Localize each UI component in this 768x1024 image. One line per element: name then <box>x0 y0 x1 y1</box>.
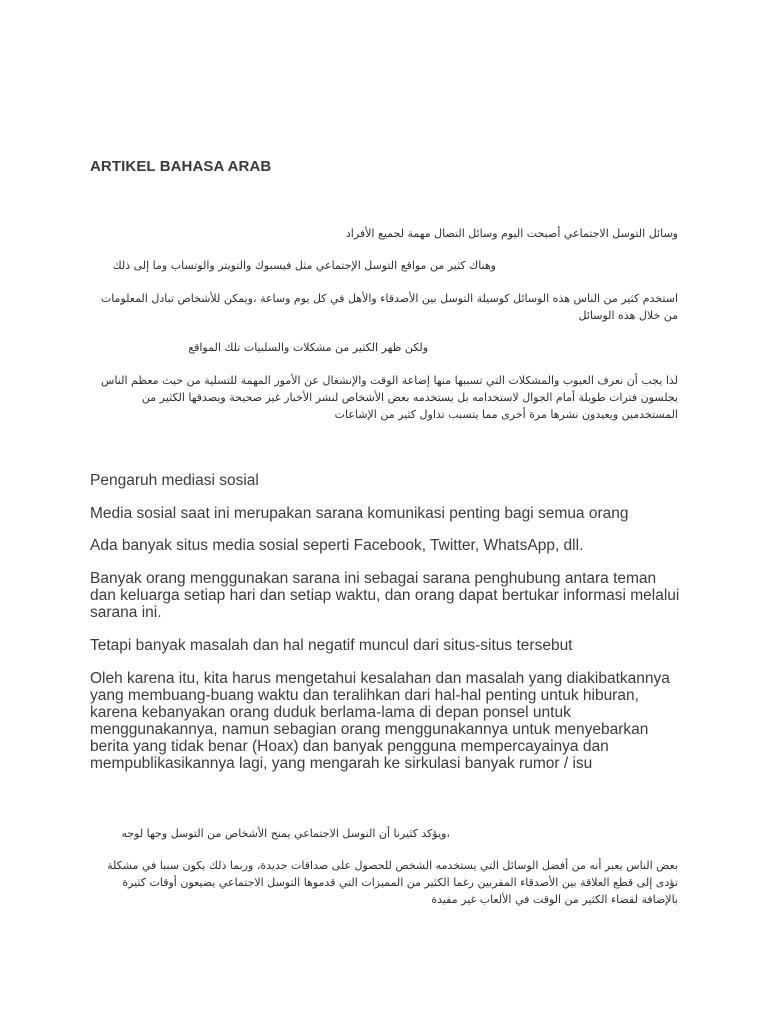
indonesian-paragraph-5: Oleh karena itu, kita harus mengetahui kesalahan dan masalah yang diakibatkannya yang membuang-buang waktu dan teralihkan dari hal-hal penting untuk hiburan, karena kebanyakan orang duduk berlama-lama di depan ponsel untuk menggunakannya, namun sebagian orang menggunakannya untuk menyebarkan berita yang tidak benar (Hoax) dan banyak pengguna mempercayainya dan mempublikasikannya lagi, yang mengarah ke sirkulasi banyak rumor / isu <box>90 670 670 772</box>
arabic-paragraph-4: ولكن ظهر الكثير من مشكلات والسلبيات تلك المواقع <box>188 341 428 354</box>
arabic-paragraph-5: لذا يجب أن نعرف العيوب والمشكلات التي تسببها منها إضاعة الوقت والإنشغال عن الأمور المهمة للتسلية من حيث معظم الناس يجلسون فترات طويلة أمام الجوال لاستخدامه بل يستخدمه بعض الأشخاص لنشر الأخبار غير صحيحة ويصدقها الكثير من المستخدمين ويعيدون نشرها مرة أخرى مما يتسبب تداول كثير من الإشاعات <box>101 374 678 421</box>
arabic-paragraph-3: استخدم كثير من الناس هذه الوسائل كوسيلة التوسل بين الأصدقاء والأهل في كل يوم وساعة ،ويمكن للأشخاص تبادل المعلومات من خلال هذه الوسائل <box>100 292 678 322</box>
arabic-paragraph-6: ،ويؤكد كثيرنا أن التوسل الاجتماعي يمنح الأشخاص من التوسل وجها لوجه <box>121 827 450 840</box>
indonesian-paragraph-2: Ada banyak situs media sosial seperti Facebook, Twitter, WhatsApp, dll. <box>90 537 584 554</box>
arabic-paragraph-7: بعض الناس يعبر أنه من أفضل الوسائل التي يستخدمه الشخص للحصول على صداقات جديدة، وربما ذلك يكون سببا في مشكلة تؤدى إلى قطع العلاقة بين الأصدقاء المقربين رغما الكثير من المميزات التي قدموها التوسل الاجتماعي يضيعون أوقات كثيرة بالإضافة لقضاء الكثير من الوقت في الألعاب غير مفيدة <box>107 859 678 906</box>
section-heading: Pengaruh mediasi sosial <box>90 472 259 489</box>
document-title: ARTIKEL BAHASA ARAB <box>90 158 272 175</box>
indonesian-paragraph-4: Tetapi banyak masalah dan hal negatif muncul dari situs-situs tersebut <box>90 637 573 654</box>
arabic-paragraph-2: وهناك كثير من مواقع التوسل الإجتماعي مثل فيسبوك والتويتر والوتساب وما إلى ذلك <box>112 259 496 272</box>
indonesian-paragraph-3: Banyak orang menggunakan sarana ini sebagai sarana penghubung antara teman dan keluarga setiap hari dan setiap waktu, dan orang dapat bertukar informasi melalui sarana ini. <box>90 570 680 621</box>
arabic-paragraph-1: وسائل التوسل الاجتماعي أصبحت اليوم وسائل التصال مهمة لجميع الأفراد <box>345 227 678 240</box>
indonesian-paragraph-1: Media sosial saat ini merupakan sarana komunikasi penting bagi semua orang <box>90 505 629 522</box>
